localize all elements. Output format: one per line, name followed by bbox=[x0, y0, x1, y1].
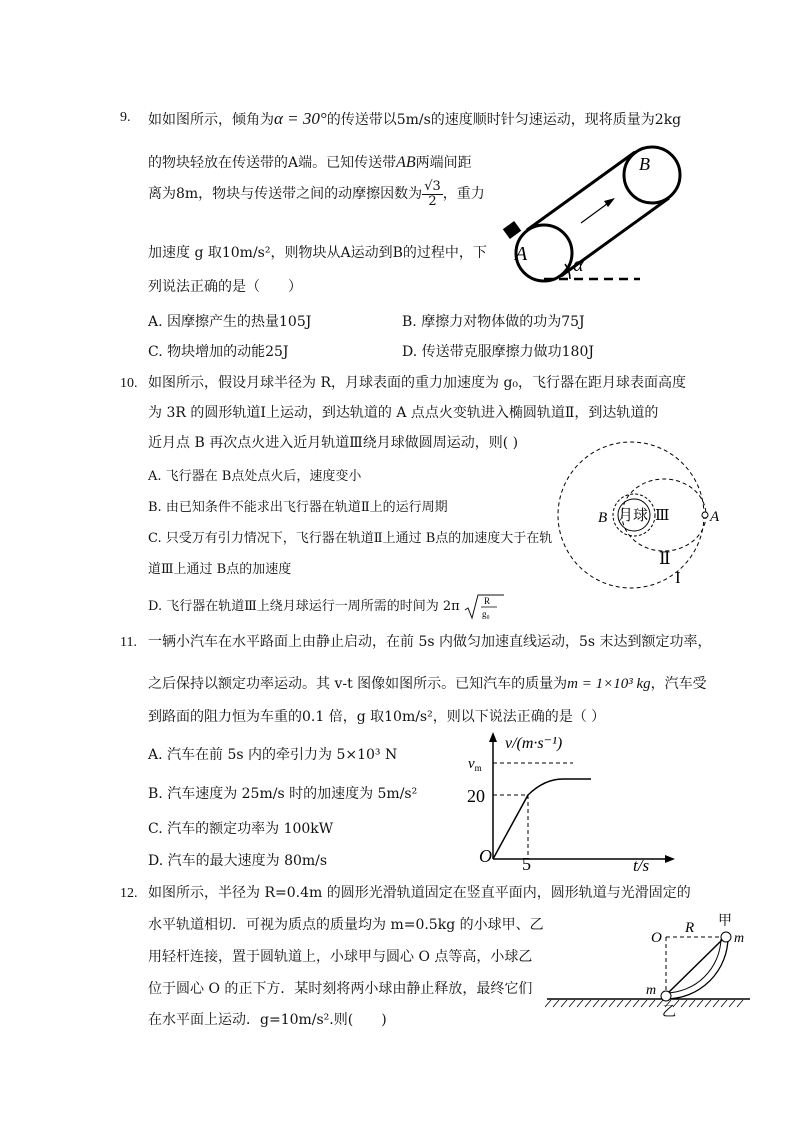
svg-text:乙: 乙 bbox=[662, 1005, 676, 1020]
q9-option-a: A. 因摩擦产生的热量105J bbox=[148, 314, 312, 330]
label-a: A bbox=[515, 243, 528, 265]
q11-option-b: B. 汽车速度为 25m/s 时的加速度为 5m/s² bbox=[148, 786, 418, 802]
q12-line-2: 水平轨道相切．可视为质点的质量均为 m=0.5kg 的小球甲、乙 bbox=[148, 917, 544, 933]
ball-yi bbox=[661, 991, 671, 1001]
x-tick-5: 5 bbox=[522, 854, 531, 873]
svg-text:g₀: g₀ bbox=[481, 609, 490, 619]
label-alpha: α bbox=[573, 254, 584, 276]
circular-track bbox=[666, 937, 728, 999]
svg-text:Ⅲ: Ⅲ bbox=[655, 508, 670, 524]
orbit-diagram bbox=[555, 440, 725, 600]
label-b: B bbox=[639, 154, 650, 174]
svg-text:月球: 月球 bbox=[618, 508, 649, 524]
q10-number: 10. bbox=[120, 376, 138, 391]
q10-option-a: A. 飞行器在 B点处点火后，速度变小 bbox=[148, 469, 362, 484]
q10-option-d: D. 飞行器在轨道Ⅲ上绕月球运行一周所需的时间为 2π R g₀ bbox=[148, 594, 506, 620]
conveyor-belt-diagram bbox=[495, 145, 695, 285]
q9-number: 9. bbox=[120, 110, 131, 125]
q9-line-1: 如如图所示，倾角为α = 30°的传送带以5m/s的速度顺时针匀速运动，现将质量为2kg bbox=[148, 109, 682, 128]
svg-text:甲: 甲 bbox=[718, 914, 732, 929]
q12-number: 12. bbox=[120, 886, 138, 901]
svg-text:Ⅱ: Ⅱ bbox=[659, 549, 671, 568]
q10-option-c-line-1: C. 只受万有引力情况下，飞行器在轨道Ⅱ上通过 B点的加速度大于在轨 bbox=[148, 531, 553, 546]
q11-line-2: 之后保持以额定功率运动。其 v-t 图像如图所示。已知汽车的质量为m = 1×10³ kg，汽车受 bbox=[148, 676, 707, 692]
svg-text:m: m bbox=[646, 983, 657, 998]
svg-text:R: R bbox=[685, 920, 695, 936]
q10-line-1: 如图所示，假设月球半径为 R，月球表面的重力加速度为 g₀，飞行器在距月球表面高度 bbox=[148, 375, 687, 391]
circular-track-diagram bbox=[545, 910, 755, 1020]
q9-line-2: 的物块轻放在传送带的A端。已知传送带AB两端间距 bbox=[148, 154, 472, 171]
q9-line-4: 加速度 g 取10m/s²，则物块从A运动到B的过程中，下 bbox=[148, 245, 487, 261]
q12-line-1: 如图所示，半径为 R=0.4m 的圆形光滑轨道固定在竖直平面内，圆形轨道与光滑固定的 bbox=[148, 885, 691, 901]
svg-text:I: I bbox=[675, 568, 681, 587]
q9-option-b: B. 摩擦力对物体做的功为75J bbox=[402, 314, 585, 330]
origin-label: O bbox=[479, 846, 492, 866]
block bbox=[503, 221, 521, 239]
q11-option-d: D. 汽车的最大速度为 80m/s bbox=[148, 853, 328, 869]
q12-line-4: 位于圆心 O 的正下方．某时刻将两小球由静止释放，最终它们 bbox=[148, 981, 533, 997]
svg-text:B: B bbox=[598, 510, 608, 526]
q10-option-c-line-2: 道Ⅲ上通过 B点的加速度 bbox=[148, 562, 292, 577]
q9-line-3: 离为8m，物块与传送带之间的动摩擦因数为 $\frac{√3}{2}$ ，重力 bbox=[148, 179, 485, 210]
q9-option-d: D. 传送带克服摩擦力做功180J bbox=[402, 344, 594, 360]
q11-number: 11. bbox=[120, 635, 137, 650]
q10-option-b: B. 由已知条件不能求出飞行器在轨道Ⅱ上的运行周期 bbox=[148, 500, 448, 515]
q12-line-3: 用轻杆连接，置于圆轨道上，小球甲与圆心 O 点等高，小球乙 bbox=[148, 949, 533, 965]
q10-line-3: 近月点 B 再次点火进入近月轨道Ⅲ绕月球做圆周运动，则( ) bbox=[148, 435, 519, 451]
y-tick-20: 20 bbox=[467, 786, 485, 806]
q9-option-c: C. 物块增加的动能25J bbox=[148, 344, 289, 360]
x-axis-label: t/s bbox=[633, 856, 650, 873]
q11-line-1: 一辆小汽车在水平路面上由静止启动，在前 5s 内做匀加速直线运动，5s 末达到额定功率， bbox=[148, 634, 712, 650]
vt-graph bbox=[463, 728, 683, 873]
vt-curve bbox=[493, 779, 591, 859]
q11-option-c: C. 汽车的额定功率为 100kW bbox=[148, 821, 334, 837]
ball-jia bbox=[721, 932, 731, 942]
vm-label: $v_m$ bbox=[468, 756, 482, 773]
svg-text:m: m bbox=[734, 931, 745, 946]
q9-line-5: 列说法正确的是（ ） bbox=[148, 279, 302, 295]
q11-line-3: 到路面的阻力恒为车重的0.1 倍，g 取10m/s²，则以下说法正确的是（ ） bbox=[148, 709, 606, 725]
q11-option-a: A. 汽车在前 5s 内的牵引力为 5×10³ N bbox=[148, 747, 398, 763]
point-a bbox=[702, 512, 708, 518]
svg-text:A: A bbox=[710, 509, 720, 525]
q10-line-2: 为 3R 的圆形轨道Ⅰ上运动，到达轨道的 A 点点火变轨进入椭圆轨道Ⅱ，到达轨道的 bbox=[148, 405, 659, 421]
sqrt3-over-2-fraction: $\frac{√3}{2}$ bbox=[424, 179, 441, 210]
q12-line-5: 在水平面上运动．g=10m/s².则( ) bbox=[148, 1012, 387, 1028]
svg-text:O: O bbox=[651, 930, 662, 946]
y-axis-label: v/(m·s⁻¹) bbox=[505, 735, 563, 752]
svg-text:R: R bbox=[483, 596, 490, 606]
sqrt-r-over-g0 bbox=[464, 594, 506, 620]
